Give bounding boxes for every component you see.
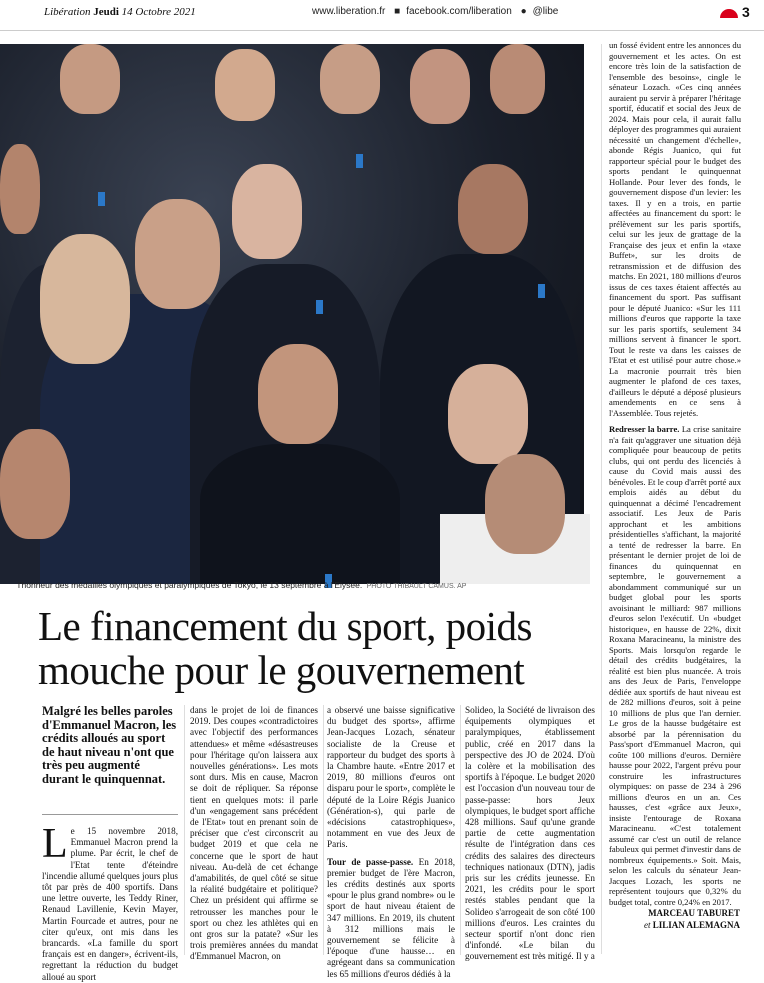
- author-join: et: [643, 920, 651, 930]
- article-chapeau: Malgré les belles paroles d'Emmanuel Macron, les crédits alloués au sport de haut niveau n'ont que très peu augmenté durant le quinquennat.: [42, 704, 177, 786]
- header-date: 14 Octobre 2021: [121, 6, 196, 18]
- page-number: 3: [742, 4, 750, 20]
- column-5-text-a: un fossé évident entre les annonces du gouvernement et les actes. On est encore très loin de la satisfaction de l'ensemble des besoins», cingle le sénateur Lozach. «Ces cinq années auraient pu servir à préparer l'héritage sportif, éducatif et social des Jeux de 2024. Mais pour cela, il aurait fallu déployer des programmes qui auraient nécessité un changement d'échelle», abonde Régis Juanico, qui fut rapporteur spécial pour le budget des sports pendant le quinquennat Hollande. Pour lever des fonds, le gouvernement dispose d'un levier: les taxes. Il y en a trois, en partie affectées au financement du sport: le prélèvement sur les paris sportifs, celui sur les jeux de grattage de la Française des jeux et enfin la «taxe Buffet», sur les droits de retransmission et de diffusion des matchs. En 2021, 180 millions d'euros issus de ces taxes étaient affectés au financement du sport. Pas suffisant pour le député Juanico: «Sur les 111 millions d'euros que rapporte la taxe sur les paris sportifs, seulement 34 millions servent à financer le sport. Tout le reste va dans les caisses de l'Etat et est utilisé pour autre chose.» La macronie pourrait très bien augmenter le plafond de ces taxes, d'ailleurs le député a déposé plusieurs amendements en ce sens à l'Assemblée. Tous rejetés.: [609, 40, 741, 418]
- photo-credit: PHOTO THIBAULT CAMUS. AP: [366, 583, 467, 590]
- column-3-text-a: a observé une baisse significative du budget des sports», affirme Jean-Jacques Lozach, sénateur socialiste de la Creuse et rapporteur du budget des sports à la Chambre haute. «Entre 2017 et 2019, 80 millions d'euros ont disparu pour le sport», complète le député de la Loire Régis Juanico (Génération-s), qui parle de «décisions catastrophiques», notamment en vue des Jeux de Paris.: [327, 705, 455, 850]
- article-headline: Le financement du sport, poids mouche pour le gouvernement: [38, 603, 532, 693]
- column-divider: [184, 705, 185, 955]
- column-divider: [601, 44, 602, 954]
- page-header: [44, 4, 750, 22]
- column-divider: [460, 705, 461, 955]
- header-dateline: [44, 6, 196, 18]
- subhead-redresser-la-barre: Redresser la barre.: [609, 424, 680, 434]
- column-1-text: e 15 novembre 2018, Emmanuel Macron prend la plume. Par écrit, le chef de l'Etat tente d'éteindre l'incendie allumé quelques jours plus tôt par près de 400 sportifs. Dans une lettre ouverte, les Teddy Riner, Renaud Lavillenie, Kevin Mayer, Martin Fourcade et autres, pour ne citer qu'eux, ont mis dans les brancards. «La famille du sport français est en danger», écrivent-ils, regrettant la réduction du budget alloué au sport: [42, 826, 178, 982]
- facebook-link[interactable]: facebook.com/liberation: [406, 6, 512, 17]
- header-links: [312, 6, 564, 17]
- author-2: LILIAN ALEMAGNA: [652, 920, 740, 930]
- header-rule: [0, 30, 764, 31]
- facebook-icon: ■: [394, 6, 401, 17]
- liberation-logo: [720, 9, 738, 18]
- column-5-text-b: La crise sanitaire n'a fait qu'aggraver une situation déjà compliquée pour beaucoup de petits clubs, qui ont perdu des licenciés à cause du Covid mais aussi des bénévoles. Et le coup d'arrêt porté aux emplois aidés au début du quinquennat a décimé l'encadrement associatif. Les Jeux de Paris approchant et les ambitions présidentielles s'affichant, la majorité a tenté de redresser la barre. En présentant le dernier projet de loi de finances du quinquennat en septembre, le gouvernement a abondamment communiqué sur un budget global pour les sports avoisinant le milliard: 987 millions d'euros selon l'exécutif. Un «budget historique», en hausse de 22%, dixit Roxana Maracineanu, la ministre des Sports. Mais lorsqu'on regarde le détail des crédits budgétaires, la réalité est bien plus nuancée. A trois ans des Jeux de Paris, l'enveloppe dédiée aux sportifs de haut niveau est de 282 millions d'euros, soit à peine 10 millions de plus que l'an dernier. Le gros de la hausse budgétaire est absorbé par la pérennisation du Pass'sport d'Emmanuel Macron, qui coûte 100 millions d'euros. Dernière hausse pour 2022, l'argent prévu pour construire les infrastructures olympiques: on passe de 234 à 296 millions d'euros en un an. Ces hausses, c'est «grâce aux Jeux», insiste l'entourage de Roxana Maracineanu. «C'est totalement assumé car c'est un outil de relance fabuleux qui permet d'investir dans de nombreux équipements.» Soit. Mais, selon les calculs du sénateur Jean-Jacques Lozach, les sports ne représentent toujours que 0,32% du budget total, contre 0,24% en 2017.: [609, 424, 741, 907]
- website-link[interactable]: www.liberation.fr: [312, 6, 386, 17]
- article-byline: [612, 907, 740, 931]
- header-day: Jeudi: [93, 6, 119, 18]
- subhead-tour-de-passe-passe: Tour de passe-passe.: [327, 856, 414, 867]
- person-face: [135, 199, 220, 309]
- article-column-2: [190, 705, 318, 963]
- column-2-text: dans le projet de loi de finances 2019. Des coupes «contradictoires avec l'objectif des performances attendues» et même «désastreuses pour l'héritage qu'on laissera aux nouvelles générations». Les mots sont durs. Mis en cause, Macron se doit de répliquer. Sa réponse tient en quelques mots: il parle d'un «engagement sans précédent de l'Etat» tout en prenant soin de préciser que c'est circonscrit au budget 2019 et que cela ne concerne que le sport de haut niveau. Au-delà de cet échange d'amabilités, de quel côté se situe la réalité budgétaire et politique? Chez un président qui affirme se retrousser les manches pour le sport ou chez les athlètes qui en ont gros sur la patate? «Sur les trois premières années du mandat d'Emmanuel Macron, on: [190, 705, 318, 962]
- chapeau-rule: [42, 814, 178, 815]
- article-column-3: [327, 705, 455, 980]
- main-photo: [0, 44, 584, 576]
- photo-caption: [18, 580, 578, 590]
- article-column-5: [609, 40, 741, 907]
- column-divider: [323, 705, 324, 955]
- twitter-link[interactable]: @libe: [532, 6, 559, 17]
- article-column-4: [465, 705, 595, 963]
- column-3-text-b: En 2018, premier budget de l'ère Macron, les crédits destinés aux sports «pour le plus grand nombre» ou le sport de haut niveau étaient de 347 millions. En 2019, ils chutent à 312 millions mais le gouvernement se félicite à l'époque d'une hausse… en agrégeant dans sa communication les 65 millions d'euros dédiés à la: [327, 856, 455, 979]
- author-1: MARCEAU TABURET: [648, 908, 740, 918]
- drop-cap: L: [42, 821, 68, 867]
- column-4-text: Solideo, la Société de livraison des équipements olympiques et paralympiques, établissement public, créé en 2017 dans la perspective des JO de 2024. D'où la colère et la mobilisation des sportifs à l'époque. Le budget 2020 est l'occasion d'un nouveau tour de passe-passe: hors Jeux olympiques, le budget sport affiche 428 millions. Sauf qu'une grande partie de cette augmentation résulte de l'intégration dans ces crédits des salaires des directeurs techniques nationaux (DTN), jadis pris sur les crédits jeunesse. En 2021, les crédits pour le sport restés stables pendant que la Solideo s'arrogeait de son côté 100 millions d'euros. Les craintes du secteur sportif n'ont donc rien d'infondé. «Le bilan du gouvernement est très mitigé. Il y a: [465, 705, 595, 962]
- article-column-1: [42, 821, 178, 983]
- twitter-icon: ●: [520, 6, 527, 17]
- publication-name: Libération: [44, 6, 91, 18]
- caption-text: l'honneur des médaillés olympiques et paralympiques de Tokyo, le 13 septembre à l'Elysée.: [18, 580, 363, 590]
